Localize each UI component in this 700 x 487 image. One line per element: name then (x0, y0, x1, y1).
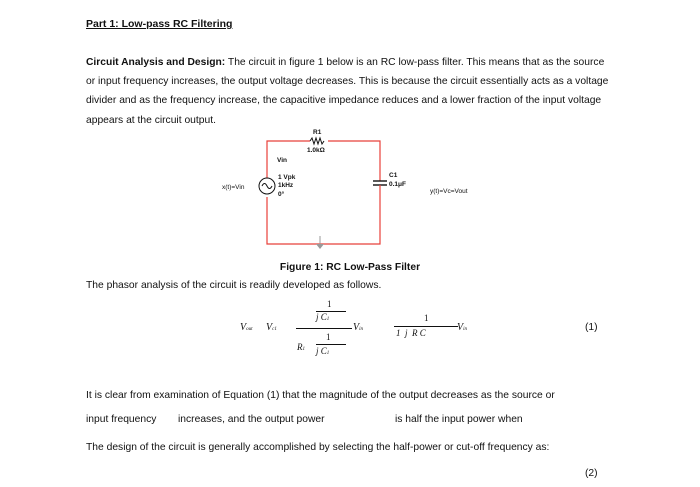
source-node-label: x(t)=Vin (222, 184, 245, 191)
equation-1 (240, 296, 480, 366)
conclusion-line-1: It is clear from examination of Equation (1) that the magnitude of the output decreases as the source or (86, 390, 555, 401)
source-amplitude: 1 Vpk (278, 174, 296, 181)
intro-bold-lead: Circuit Analysis and Design: (86, 57, 226, 68)
eq1-den-top: 1 (326, 332, 331, 342)
eq1-den-bottom: j C1 (316, 346, 330, 356)
conclusion-line-2c: is half the input power when (395, 414, 523, 425)
wire-bottom (267, 192, 380, 244)
capacitor-label: C1 (389, 172, 398, 179)
conclusion-line-3: The design of the circuit is generally accomplished by selecting the half-power or cut-off frequency as: (86, 442, 550, 453)
eq1-vin-2: Vin (457, 322, 467, 333)
eq1-vout: Vout (240, 322, 253, 333)
conclusion-line-2a: input frequency (86, 414, 157, 425)
eq1-den-r: R1 (297, 342, 305, 352)
eq1-frac2-line (394, 326, 458, 327)
eq1-frac2-bottom: 1 j R C (396, 328, 426, 338)
eq1-num-bottom: j C1 (316, 312, 330, 322)
output-label: y(t)=Vc=Vout (430, 188, 468, 195)
figure-caption: Figure 1: RC Low-Pass Filter (279, 262, 421, 273)
resistor-label: R1 (313, 129, 322, 136)
equation-1-number: (1) (585, 322, 598, 333)
ground-icon (316, 244, 324, 249)
source-name: Vin (277, 157, 287, 164)
conclusion-line-2b: increases, and the output power (178, 414, 325, 425)
capacitor-value: 0.1μF (389, 181, 406, 188)
wire-top-right (328, 141, 380, 181)
phasor-intro: The phasor analysis of the circuit is readily developed as follows. (86, 280, 382, 291)
eq1-vc1: Vc1 (266, 322, 277, 333)
section-heading: Part 1: Low-pass RC Filtering (86, 18, 233, 30)
eq1-vin: Vin (353, 322, 363, 333)
equation-2-number: (2) (585, 468, 598, 479)
resistor-r1 (310, 138, 324, 144)
source-frequency: 1kHz (278, 182, 294, 189)
eq1-inner-fraction-line-2 (316, 344, 346, 345)
resistor-value: 1.0kΩ (307, 147, 325, 154)
intro-text: The circuit in figure 1 below is an RC low-pass filter. This means that as the source or input frequency increases, the output voltage decreases. This is because the circuit essentially acts as a voltage divider and as the frequency increase, the capacitive impedance reduces and a lower fraction of the input voltage appears at the circuit output. (86, 57, 609, 126)
eq1-frac2-top: 1 (424, 313, 429, 323)
eq1-main-fraction-line (296, 328, 352, 329)
source-phase: 0° (278, 191, 285, 198)
eq1-num-top: 1 (327, 299, 332, 309)
